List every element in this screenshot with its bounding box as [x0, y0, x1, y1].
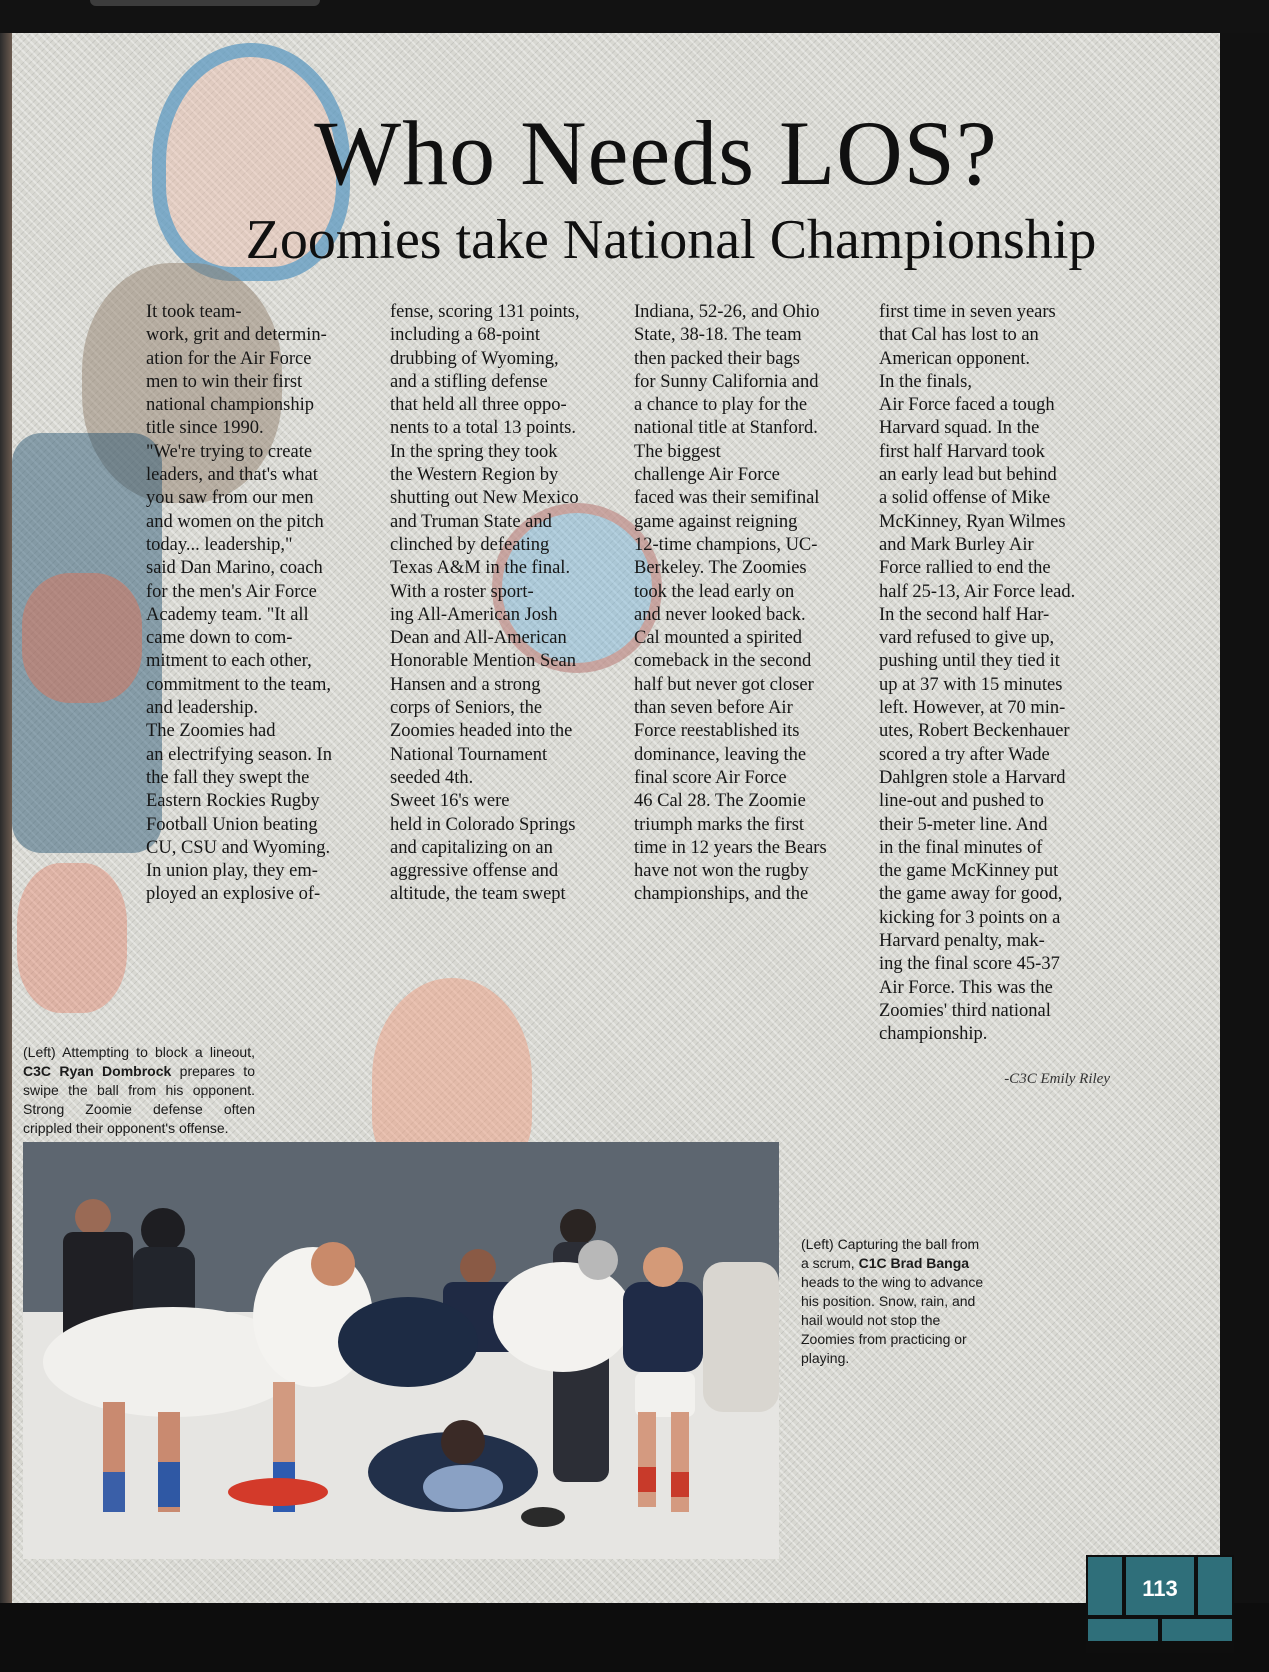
caption-scrum [801, 1235, 987, 1368]
author-byline: -C3C Emily Riley [1004, 1071, 1110, 1087]
article-text-1: It took team- work, grit and determin- ation for the Air Force men to win their first national championship title since 1990. "We're trying to create leaders, and that's what you saw from our men and women on the pitch today... leadership," said Dan Marino, coach for the men's Air Force Academy team. "It all came down to com- mitment to each other, commitment to the team, and leadership. The Zoomies had an electrifying season. In the fall they swept the Eastern Rockies Rugby Football Union beating CU, CSU and Wyoming. In union play, they em- ployed an explosive of- [146, 302, 332, 905]
article-text-4: first time in seven years that Cal has lost to an American opponent. In the finals, Air Force faced a tough Harvard squad. In the first half Harvard took an early lead but behind a solid offense of Mike McKinney, Ryan Wilmes and Mark Burley Air Force rallied to end the half 25-13, Air Force lead. In the second half Har- vard refused to give up, pushing until they tied it up at 37 with 15 minutes left. However, at 70 min- utes, Robert Beckenhauer scored a try after Wade Dahlgren stole a Harvard line-out and pushed to their 5-meter line. And in the final minutes of the game McKinney put the game away for good, kicking for 3 points on a Harvard penalty, mak- ing the final score 45-37 Air Force. This was the Zoomies' third national championship. [879, 302, 1076, 1045]
right-page-edge [1220, 33, 1269, 1603]
page-subtitle: Zoomies take National Championship [245, 209, 1097, 271]
caption-scrum-intro: (Left) Capturing the ball from a scrum, [801, 1236, 980, 1271]
caption-lineout [23, 1043, 255, 1138]
book-spine [0, 33, 12, 1603]
binder-tab [90, 0, 320, 6]
caption-scrum-rest: heads to the wing to advance his position. Snow, rain, and hail would not stop the Zoomies from practicing or playing. [801, 1274, 984, 1366]
scrum-illustration [23, 1142, 779, 1559]
caption-lineout-rest: prepares to swipe the ball from his opponent. Strong Zoomie defense often crippled their opponent's offense. [23, 1063, 255, 1136]
page-number: 113 [1142, 1576, 1178, 1601]
article-text-2: fense, scoring 131 points, including a 68-point drubbing of Wyoming, and a stifling defense that held all three oppo- nents to a total 13 points. In the spring they took the Western Region by shutting out New Mexico and Truman State and clinched by defeating Texas A&M in the final. With a roster sport- ing All-American Josh Dean and All-American Honorable Mention Sean Hansen and a strong corps of Seniors, the Zoomies headed into the National Tournament seeded 4th. Sweet 16's were held in Colorado Springs and capitalizing on an aggressive offense and altitude, the team swept [390, 302, 580, 905]
article-text-3: Indiana, 52-26, and Ohio State, 38-18. The team then packed their bags for Sunny California and a chance to play for the national title at Stanford. The biggest challenge Air Force faced was their semifinal game against reigning 12-time champions, UC- Berkeley. The Zoomies took the lead early on and never looked back. Cal mounted a spirited comeback in the second half but never got closer than seven before Air Force reestablished its dominance, leaving the final score Air Force 46 Cal 28. The Zoomie triumph marks the first time in 12 years the Bears have not won the rugby championships, and the [634, 302, 827, 905]
article-column-4 [879, 301, 1109, 1047]
background-jersey [12, 433, 162, 853]
caption-lineout-intro: (Left) Attempting to block a lineout, [23, 1044, 255, 1060]
yearbook-page [12, 33, 1220, 1603]
rugby-scrum-photo [23, 1142, 779, 1559]
bottom-frame [0, 1603, 1269, 1672]
article-column-3 [634, 301, 869, 907]
article-column-2 [390, 301, 626, 907]
background-hand [22, 573, 142, 703]
caption-lineout-player: C3C Ryan Dombrock [23, 1063, 172, 1079]
page-title: Who Needs LOS? [314, 102, 998, 204]
background-hand-lower [17, 863, 127, 1013]
article-column-1 [146, 301, 384, 907]
caption-scrum-player: C1C Brad Banga [858, 1255, 970, 1271]
